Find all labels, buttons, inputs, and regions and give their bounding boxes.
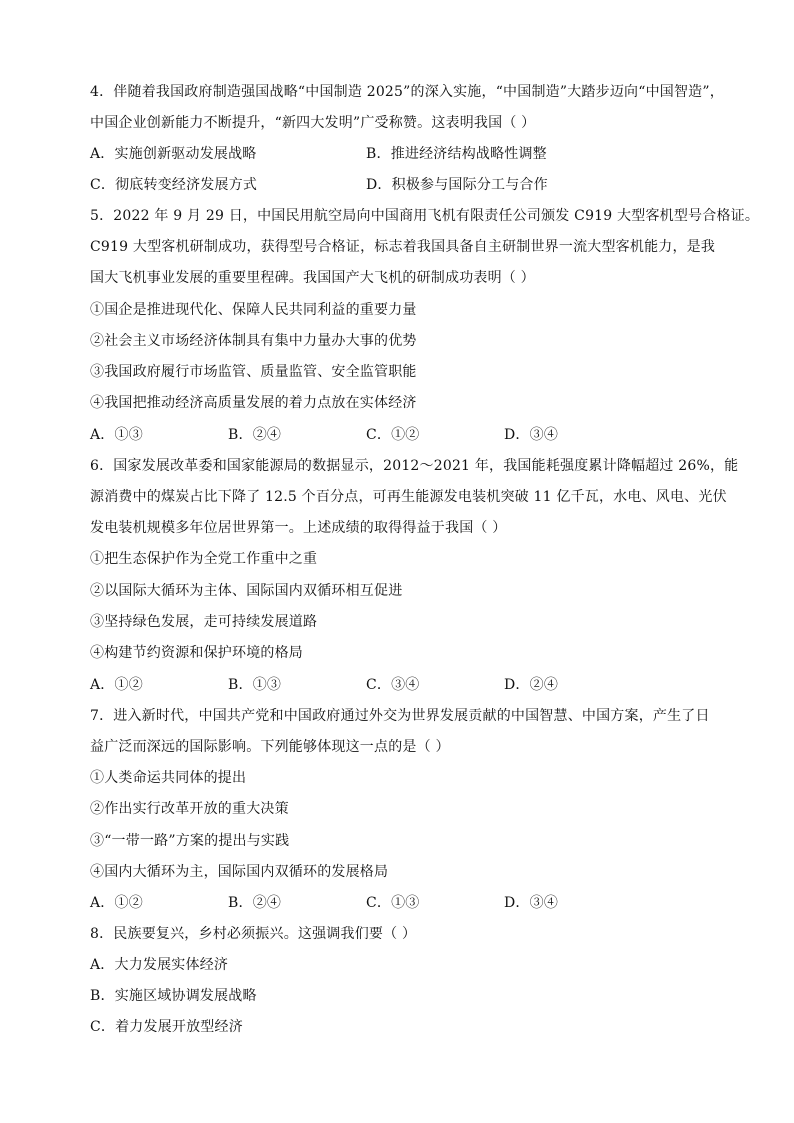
choice-a: A．大力发展实体经济 <box>90 957 229 973</box>
choice-d: D．②④ <box>504 677 559 693</box>
statement-1: ①国企是推进现代化、保障人民共同利益的重要力量 <box>90 302 417 318</box>
statement-2: ②社会主义市场经济体制具有集中力量办大事的优势 <box>90 333 417 349</box>
statement-4: ④国内大循环为主，国际国内双循环的发展格局 <box>90 864 389 880</box>
choice-a: A．①② <box>90 895 143 911</box>
choice-c: C．③④ <box>366 677 420 693</box>
choice-c: C．彻底转变经济发展方式 <box>90 177 258 193</box>
statement-4: ④构建节约资源和保护环境的格局 <box>90 645 303 661</box>
choice-a: A．①③ <box>90 427 143 443</box>
choice-b: B．推进经济结构战略性调整 <box>366 146 547 162</box>
choice-b: B．①③ <box>228 677 282 693</box>
question-stem-line: C919 大型客机研制成功，获得型号合格证，标志着我国具备自主研制世界一流大型客机能力，是我 <box>90 239 716 255</box>
statement-3: ③“一带一路”方案的提出与实践 <box>90 833 290 849</box>
statement-1: ①把生态保护作为全党工作重中之重 <box>90 551 318 567</box>
statement-1: ①人类命运共同体的提出 <box>90 770 247 786</box>
choice-d: D．③④ <box>504 895 559 911</box>
question-stem-line: 中国企业创新能力不断提升，“新四大发明”广受称赞。这表明我国（ ） <box>90 115 536 131</box>
question-stem-line: 源消费中的煤炭占比下降了 12.5 个百分点，可再生能源发电装机突破 11 亿千瓦，水电、风电、光伏 <box>90 489 727 505</box>
choice-a: A．①② <box>90 677 143 693</box>
choice-d: D．③④ <box>504 427 559 443</box>
choice-a: A．实施创新驱动发展战略 <box>90 146 257 162</box>
question-stem-line: 6．国家发展改革委和国家能源局的数据显示，2012～2021 年，我国能耗强度累计降幅超过 26%，能 <box>90 458 739 474</box>
question-stem-line: 5．2022 年 9 月 29 日，中国民用航空局向中国商用飞机有限责任公司颁发 C919 大型客机型号合格证。 <box>90 208 760 224</box>
choice-c: C．①② <box>366 427 420 443</box>
choice-c: C．①③ <box>366 895 420 911</box>
statement-3: ③坚持绿色发展，走可持续发展道路 <box>90 614 318 630</box>
question-stem-line: 7．进入新时代，中国共产党和中国政府通过外交为世界发展贡献的中国智慧、中国方案，产生了日 <box>90 708 710 724</box>
choice-c: C．着力发展开放型经济 <box>90 1019 243 1035</box>
question-stem-line: 益广泛而深远的国际影响。下列能够体现这一点的是（ ） <box>90 739 450 755</box>
statement-4: ④我国把推动经济高质量发展的着力点放在实体经济 <box>90 395 417 411</box>
question-stem-line: 8．民族要复兴，乡村必须振兴。这强调我们要（ ） <box>90 926 417 942</box>
question-stem-line: 4．伴随着我国政府制造强国战略“中国制造 2025”的深入实施，“中国制造”大踏步迈向“中国智造”， <box>90 84 724 100</box>
statement-3: ③我国政府履行市场监管、质量监管、安全监管职能 <box>90 364 417 380</box>
question-stem-line: 国大飞机事业发展的重要里程碑。我国国产大飞机的研制成功表明（ ） <box>90 270 535 286</box>
statement-2: ②作出实行改革开放的重大决策 <box>90 801 289 817</box>
question-stem-line: 发电装机规模多年位居世界第一。上述成绩的取得得益于我国（ ） <box>90 520 507 536</box>
choice-d: D．积极参与国际分工与合作 <box>366 177 548 193</box>
statement-2: ②以国际大循环为主体、国际国内双循环相互促进 <box>90 583 403 599</box>
choice-b: B．②④ <box>228 895 282 911</box>
choice-b: B．②④ <box>228 427 282 443</box>
choice-b: B．实施区域协调发展战略 <box>90 988 257 1004</box>
